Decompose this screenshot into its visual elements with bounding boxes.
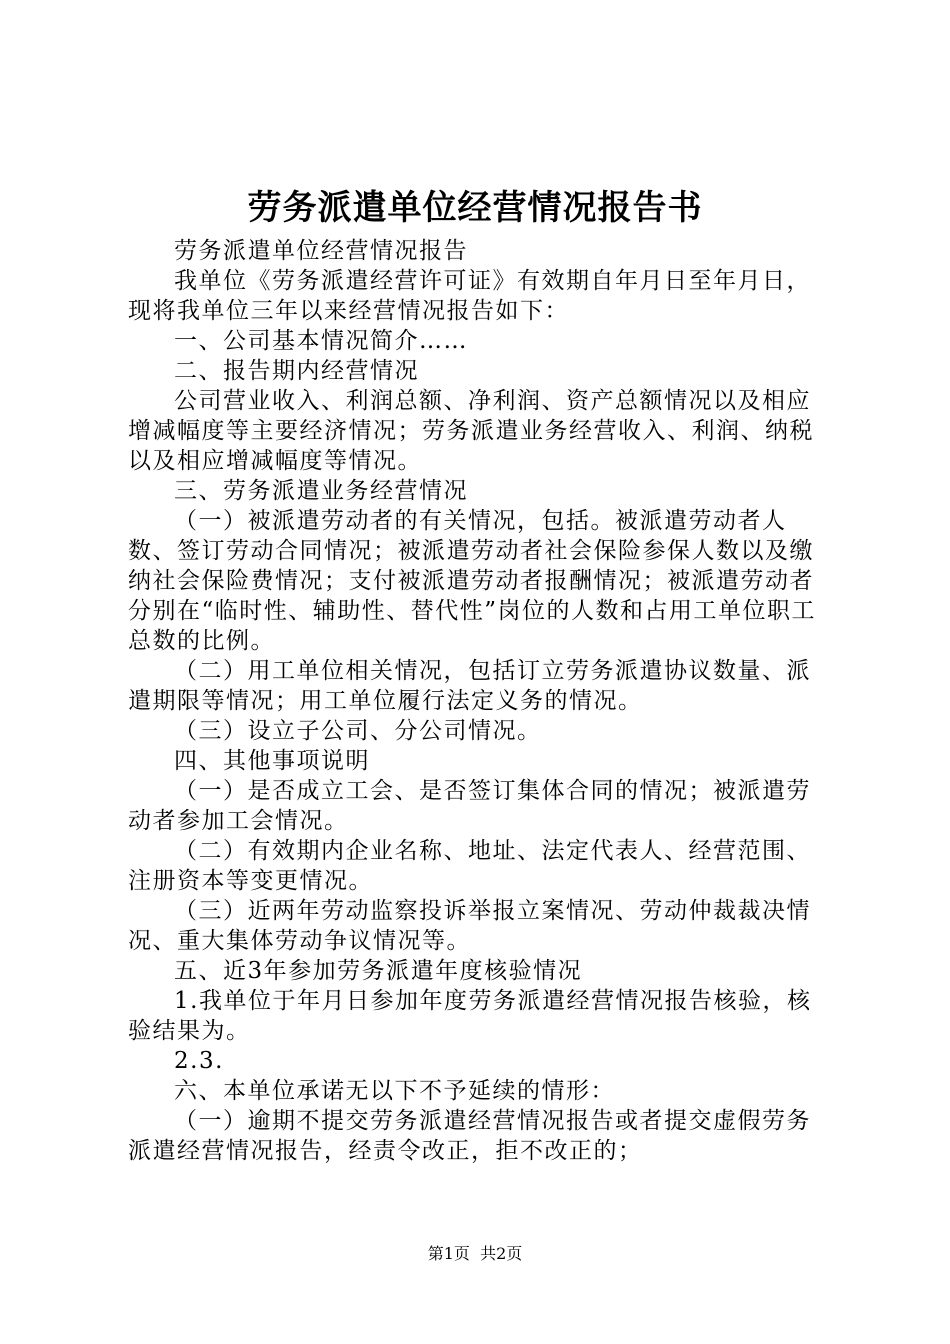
paragraph: 劳务派遣单位经营情况报告 — [174, 238, 468, 264]
paragraph: （二）用工单位相关情况，包括订立劳务派遣协议数量、派遣期限等情况；用工单位履行法定义务的情况。 — [128, 658, 811, 714]
paragraph: 公司营业收入、利润总额、净利润、资产总额情况以及相应增减幅度等主要经济情况；劳务派遣业务经营收入、利润、纳税以及相应增减幅度等情况。 — [128, 388, 814, 474]
paragraph: （一）逾期不提交劳务派遣经营情况报告或者提交虚假劳务派遣经营情况报告，经责令改正，拒不改正的； — [128, 1108, 811, 1164]
document-body — [128, 236, 828, 1166]
document-title: 劳务派遣单位经营情况报告书 — [247, 188, 703, 228]
paragraph: 1.我单位于年月日参加年度劳务派遣经营情况报告核验，核验结果为。 — [128, 988, 812, 1044]
paragraph: 2.3. — [174, 1048, 224, 1074]
paragraph: （二）有效期内企业名称、地址、法定代表人、经营范围、注册资本等变更情况。 — [128, 838, 811, 894]
paragraph: （一）被派遣劳动者的有关情况，包括。被派遣劳动者人数、签订劳动合同情况；被派遣劳动者社会保险参保人数以及缴纳社会保险费情况；支付被派遣劳动者报酬情况；被派遣劳动者分别在“临时性、辅助性、替代性”岗位的人数和占用工单位职工总数的比例。 — [128, 508, 817, 654]
paragraph: （一）是否成立工会、是否签订集体合同的情况；被派遣劳动者参加工会情况。 — [128, 778, 811, 834]
paragraph: 六、本单位承诺无以下不予延续的情形： — [174, 1078, 615, 1104]
paragraph: 一、公司基本情况简介…… — [174, 328, 468, 354]
paragraph: （三）近两年劳动监察投诉举报立案情况、劳动仲裁裁决情况、重大集体劳动争议情况等。 — [128, 898, 811, 954]
paragraph: （三）设立子公司、分公司情况。 — [174, 718, 542, 744]
paragraph: 五、近3年参加劳务派遣年度核验情况 — [174, 958, 583, 984]
page-footer: 第1页 共2页 — [427, 1244, 523, 1263]
paragraph: 我单位《劳务派遣经营许可证》有效期自年月日至年月日，现将我单位三年以来经营情况报告如下： — [128, 268, 811, 324]
paragraph: 三、劳务派遣业务经营情况 — [174, 478, 468, 504]
paragraph: 二、报告期内经营情况 — [174, 358, 419, 384]
paragraph: 四、其他事项说明 — [174, 748, 370, 774]
